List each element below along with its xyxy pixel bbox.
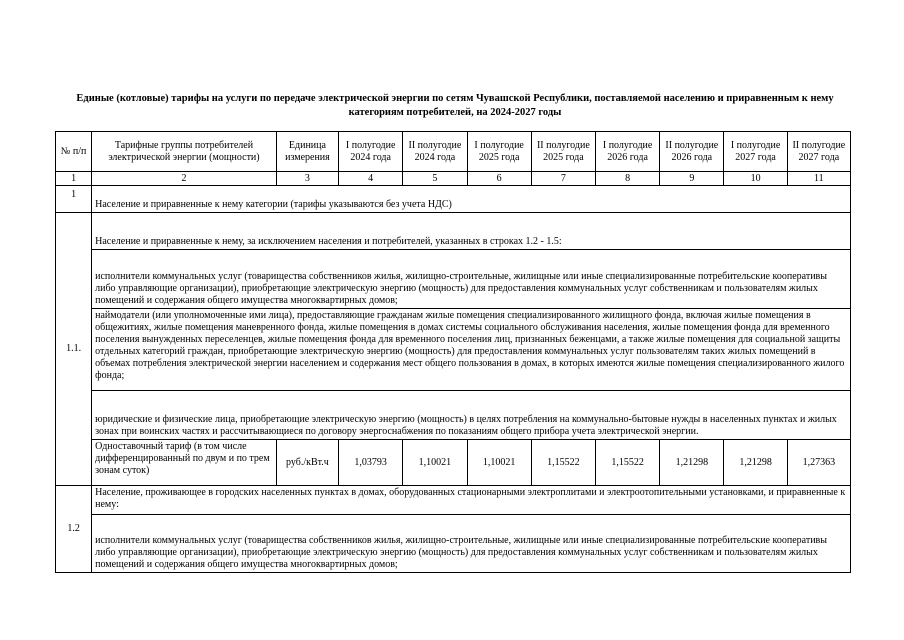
column-number-row: [56, 172, 851, 186]
tariff-value: 1,03793: [339, 440, 403, 486]
header-period: II полугодие 2026 года: [660, 132, 724, 172]
header-row: [56, 132, 851, 172]
tariff-value: 1,21298: [660, 440, 724, 486]
column-number: 2: [92, 172, 277, 186]
row-number: 1.2: [56, 486, 92, 573]
row-text: Население и приравненные к нему категории (тарифы указываются без учета НДС): [92, 186, 851, 213]
tariff-row: [56, 440, 851, 486]
row-text: юридические и физические лица, приобретающие электрическую энергию (мощность) в целях потребления на коммунально-бытовые нужды в населенных пунктах и жилых зонах при воинских частях и рассчитывающиеся по договору энергоснабжения по показаниям общего прибора учета электрической энергии.: [92, 391, 851, 440]
column-number: 6: [467, 172, 531, 186]
column-number: 5: [403, 172, 467, 186]
header-period: I полугодие 2027 года: [724, 132, 787, 172]
column-number: 3: [276, 172, 338, 186]
header-unit: Единица измерения: [276, 132, 338, 172]
header-group: Тарифные группы потребителей электрической энергии (мощности): [92, 132, 277, 172]
tariff-value: 1,15522: [531, 440, 595, 486]
row-text: наймодатели (или уполномоченные ими лица), предоставляющие гражданам жилые помещения специализированного жилищного фонда, включая жилые помещения в общежитиях, жилые помещения маневренного фонда, жилые помещения в домах системы социального обслуживания населения, жилые помещения фонда для временного поселения вынужденных переселенцев, жилые помещения фонда для временного поселения лиц, признанных беженцами, а также жилые помещения для социальной защиты отдельных категорий граждан, приобретающие электрическую энергию (мощность) для предоставления коммунальных услуг пользователям таких жилых помещений в объемах потребления электрической энергии населением и содержания мест общего пользования в домах, в которых имеются жилые помещения специализированного жилого фонда;: [92, 309, 851, 391]
tariff-value: 1,10021: [467, 440, 531, 486]
row-text: исполнители коммунальных услуг (товарищества собственников жилья, жилищно-строительные, жилищные или иные специализированные потребительские кооперативы либо управляющие организации), приобретающие электрическую энергию (мощность) для предоставления коммунальных услуг собственникам и пользователям жилых помещений и содержания общего имущества многоквартирных домов;: [92, 515, 851, 573]
tariff-value: 1,21298: [724, 440, 787, 486]
row-1-1-c: [56, 391, 851, 440]
tariff-value: 1,10021: [403, 440, 467, 486]
header-period: I полугодие 2024 года: [339, 132, 403, 172]
row-text: Население, проживающее в городских населенных пунктах в домах, оборудованных стационарными электроплитами и электроотопительными установками, и приравненные к нему:: [92, 486, 851, 515]
document-title: Единые (котловые) тарифы на услуги по передаче электрической энергии по сетям Чувашской Республики, поставляемой населению и приравненным к нему категориям потребителей, на 2024-2027 годы: [76, 93, 834, 118]
header-period: II полугодие 2024 года: [403, 132, 467, 172]
row-1: [56, 186, 851, 213]
row-number: 1: [56, 186, 92, 213]
row-1-2-a: [56, 515, 851, 573]
column-number: 10: [724, 172, 787, 186]
header-period: II полугодие 2027 года: [787, 132, 850, 172]
header-period: I полугодие 2026 года: [595, 132, 659, 172]
tariff-value: 1,15522: [595, 440, 659, 486]
row-1-1-a: [56, 250, 851, 309]
tariff-table: [55, 131, 851, 573]
row-1-2: [56, 486, 851, 515]
tariff-unit: руб./кВт.ч: [276, 440, 338, 486]
column-number: 4: [339, 172, 403, 186]
column-number: 8: [595, 172, 659, 186]
row-1-1-b: [56, 309, 851, 391]
row-text: Население и приравненные к нему, за исключением населения и потребителей, указанных в строках 1.2 - 1.5:: [92, 213, 851, 250]
row-text: исполнители коммунальных услуг (товарищества собственников жилья, жилищно-строительные, жилищные или иные специализированные потребительские кооперативы либо управляющие организации), приобретающие электрическую энергию (мощность) для предоставления коммунальных услуг собственникам и пользователям жилых помещений и содержания общего имущества многоквартирных домов;: [92, 250, 851, 309]
column-number: 1: [56, 172, 92, 186]
column-number: 9: [660, 172, 724, 186]
tariff-label: Одноставочный тариф (в том числе дифференцированный по двум и по трем зонам суток): [92, 440, 277, 486]
column-number: 11: [787, 172, 850, 186]
row-1-1: [56, 213, 851, 250]
header-period: II полугодие 2025 года: [531, 132, 595, 172]
header-num: № п/п: [56, 132, 92, 172]
column-number: 7: [531, 172, 595, 186]
tariff-value: 1,27363: [787, 440, 850, 486]
row-number: 1.1.: [56, 213, 92, 486]
header-period: I полугодие 2025 года: [467, 132, 531, 172]
